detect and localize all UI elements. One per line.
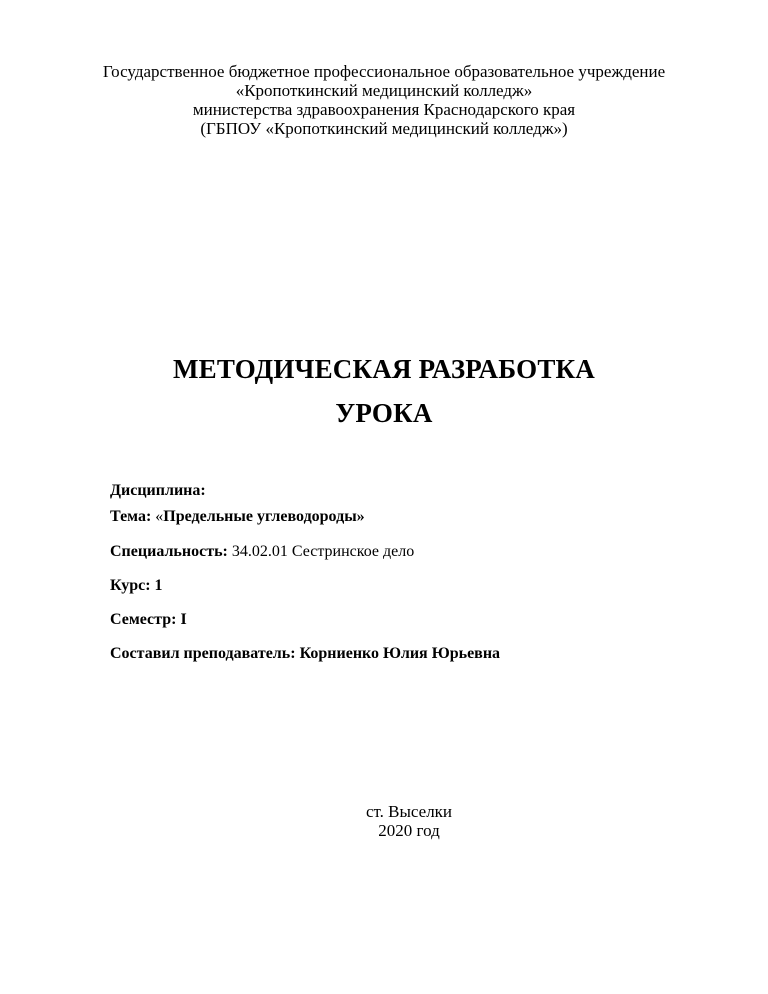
specialty-label: Специальность: (110, 543, 228, 560)
topic-label: Тема: (110, 508, 152, 525)
discipline-label: Дисциплина: (110, 482, 206, 499)
document-title-line-2: УРОКА (335, 398, 433, 428)
document-title-line-1: МЕТОДИЧЕСКАЯ РАЗРАБОТКА (172, 354, 596, 384)
footer-year: 2020 год (378, 821, 440, 840)
footer-place: ст. Выселки (365, 802, 453, 821)
document-footer (0, 802, 768, 840)
institution-header (0, 62, 768, 138)
semester-value: I (180, 611, 187, 628)
specialty-field (110, 542, 414, 562)
institution-abbreviation-line: (ГБПОУ «Кропоткинский медицинский колледж») (200, 119, 568, 138)
course-value: 1 (154, 577, 163, 594)
institution-name-line: Государственное бюджетное профессиональное образовательное учреждение (102, 62, 666, 81)
topic-value-text: Предельные углеводороды» (163, 508, 365, 525)
author-label: Составил преподаватель: (110, 645, 296, 662)
topic-field (110, 507, 365, 527)
course-field (110, 576, 163, 596)
course-label: Курс: (110, 577, 151, 594)
author-value: Корниенко Юлия Юрьевна (299, 645, 501, 662)
topic-value: «Предельные углеводороды» (155, 508, 365, 525)
semester-field (110, 610, 187, 630)
college-name-line: «Кропоткинский медицинский колледж» (235, 81, 533, 100)
semester-label: Семестр: (110, 611, 177, 628)
author-field (110, 644, 500, 664)
ministry-line: министерства здравоохранения Краснодарского края (192, 100, 576, 119)
specialty-value: 34.02.01 Сестринское дело (231, 543, 415, 560)
discipline-field (110, 481, 206, 501)
